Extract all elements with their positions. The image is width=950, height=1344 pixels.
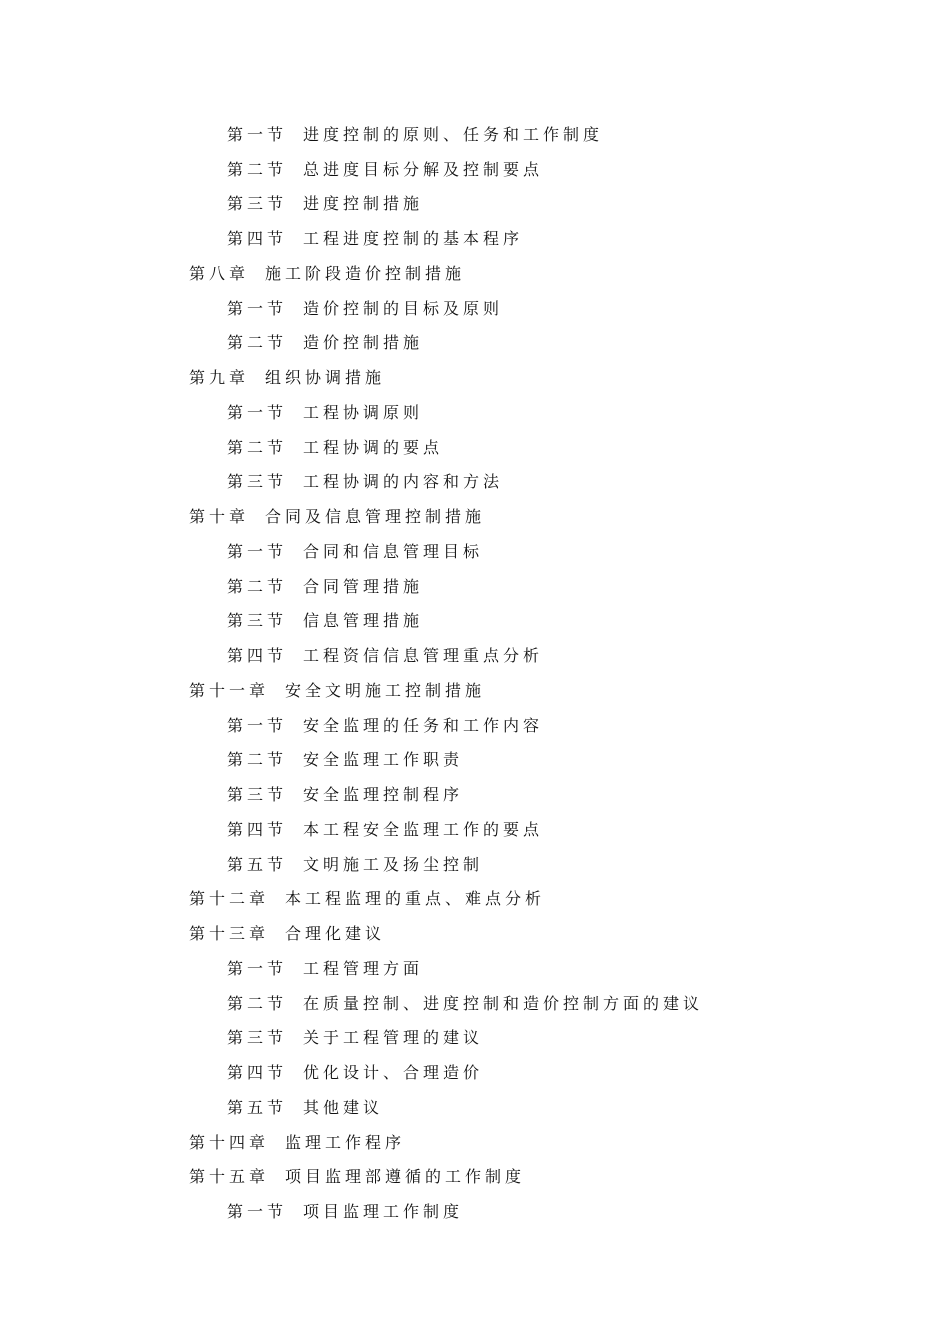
toc-entry-number: 第十四章: [189, 1132, 270, 1152]
toc-entry-number: 第二节: [227, 750, 288, 770]
toc-entry-number: 第十一章: [189, 680, 270, 700]
toc-section-entry: [189, 533, 889, 568]
toc-section-entry: [189, 1193, 889, 1228]
toc-entry-title: 工程管理方面: [303, 958, 424, 978]
toc-entry-number: 第三节: [227, 1028, 288, 1048]
toc-entry-title: 信息管理措施: [303, 611, 424, 631]
toc-entry-number: 第二节: [227, 576, 288, 596]
toc-entry-title: 本工程安全监理工作的要点: [303, 819, 544, 839]
table-of-contents: [189, 116, 889, 1228]
toc-entry-title: 安全监理工作职责: [303, 750, 464, 770]
toc-entry-title: 合同管理措施: [303, 576, 424, 596]
toc-entry-title: 优化设计、合理造价: [303, 1063, 484, 1083]
toc-chapter-entry: [189, 1159, 889, 1194]
toc-entry-title: 合理化建议: [285, 924, 386, 944]
toc-section-entry: [189, 1020, 889, 1055]
toc-section-entry: [189, 1089, 889, 1124]
toc-entry-number: 第三节: [227, 194, 288, 214]
toc-entry-title: 工程协调的内容和方法: [303, 472, 504, 492]
toc-entry-title: 安全监理控制程序: [303, 785, 464, 805]
toc-section-entry: [189, 811, 889, 846]
toc-entry-title: 总进度目标分解及控制要点: [303, 159, 544, 179]
toc-entry-number: 第十三章: [189, 924, 270, 944]
toc-entry-number: 第一节: [227, 1202, 288, 1222]
toc-chapter-entry: [189, 915, 889, 950]
toc-entry-title: 造价控制措施: [303, 333, 424, 353]
toc-chapter-entry: [189, 255, 889, 290]
toc-entry-number: 第九章: [189, 368, 250, 388]
toc-section-entry: [189, 325, 889, 360]
toc-section-entry: [189, 776, 889, 811]
toc-entry-number: 第四节: [227, 819, 288, 839]
toc-entry-title: 工程资信信息管理重点分析: [303, 646, 544, 666]
toc-entry-title: 造价控制的目标及原则: [303, 298, 504, 318]
toc-entry-number: 第十五章: [189, 1167, 270, 1187]
toc-entry-number: 第一节: [227, 298, 288, 318]
toc-entry-number: 第三节: [227, 611, 288, 631]
toc-entry-title: 工程进度控制的基本程序: [303, 229, 524, 249]
toc-section-entry: [189, 429, 889, 464]
toc-entry-number: 第一节: [227, 715, 288, 735]
toc-entry-title: 关于工程管理的建议: [303, 1028, 484, 1048]
toc-section-entry: [189, 394, 889, 429]
toc-section-entry: [189, 603, 889, 638]
toc-section-entry: [189, 742, 889, 777]
toc-entry-number: 第四节: [227, 229, 288, 249]
toc-chapter-entry: [189, 498, 889, 533]
toc-entry-number: 第二节: [227, 437, 288, 457]
toc-entry-title: 其他建议: [303, 1097, 384, 1117]
toc-section-entry: [189, 186, 889, 221]
toc-entry-number: 第五节: [227, 1097, 288, 1117]
toc-entry-title: 项目监理部遵循的工作制度: [285, 1167, 526, 1187]
toc-chapter-entry: [189, 881, 889, 916]
toc-entry-title: 文明施工及扬尘控制: [303, 854, 484, 874]
toc-chapter-entry: [189, 1124, 889, 1159]
toc-entry-number: 第八章: [189, 263, 250, 283]
toc-entry-title: 组织协调措施: [265, 368, 386, 388]
toc-entry-number: 第二节: [227, 159, 288, 179]
toc-section-entry: [189, 116, 889, 151]
toc-section-entry: [189, 707, 889, 742]
toc-entry-title: 工程协调的要点: [303, 437, 444, 457]
toc-entry-title: 合同及信息管理控制措施: [265, 507, 486, 527]
toc-entry-number: 第三节: [227, 785, 288, 805]
toc-section-entry: [189, 151, 889, 186]
toc-entry-title: 进度控制措施: [303, 194, 424, 214]
toc-entry-number: 第二节: [227, 333, 288, 353]
toc-section-entry: [189, 464, 889, 499]
toc-entry-number: 第一节: [227, 124, 288, 144]
toc-section-entry: [189, 290, 889, 325]
toc-entry-title: 工程协调原则: [303, 402, 424, 422]
toc-section-entry: [189, 985, 889, 1020]
toc-section-entry: [189, 637, 889, 672]
toc-entry-title: 项目监理工作制度: [303, 1202, 464, 1222]
toc-section-entry: [189, 950, 889, 985]
toc-section-entry: [189, 846, 889, 881]
toc-entry-title: 监理工作程序: [285, 1132, 406, 1152]
toc-entry-title: 本工程监理的重点、难点分析: [285, 889, 546, 909]
toc-entry-number: 第一节: [227, 402, 288, 422]
toc-section-entry: [189, 220, 889, 255]
toc-entry-title: 施工阶段造价控制措施: [265, 263, 466, 283]
toc-chapter-entry: [189, 359, 889, 394]
toc-entry-number: 第四节: [227, 646, 288, 666]
toc-entry-number: 第四节: [227, 1063, 288, 1083]
toc-entry-number: 第十章: [189, 507, 250, 527]
toc-chapter-entry: [189, 672, 889, 707]
toc-entry-title: 进度控制的原则、任务和工作制度: [303, 124, 604, 144]
toc-entry-number: 第一节: [227, 541, 288, 561]
toc-entry-number: 第一节: [227, 958, 288, 978]
toc-entry-title: 合同和信息管理目标: [303, 541, 484, 561]
toc-section-entry: [189, 568, 889, 603]
toc-section-entry: [189, 1054, 889, 1089]
toc-entry-title: 安全文明施工控制措施: [285, 680, 486, 700]
toc-entry-number: 第二节: [227, 993, 288, 1013]
toc-entry-title: 在质量控制、进度控制和造价控制方面的建议: [303, 993, 704, 1013]
toc-entry-number: 第十二章: [189, 889, 270, 909]
toc-entry-number: 第五节: [227, 854, 288, 874]
toc-entry-number: 第三节: [227, 472, 288, 492]
toc-entry-title: 安全监理的任务和工作内容: [303, 715, 544, 735]
